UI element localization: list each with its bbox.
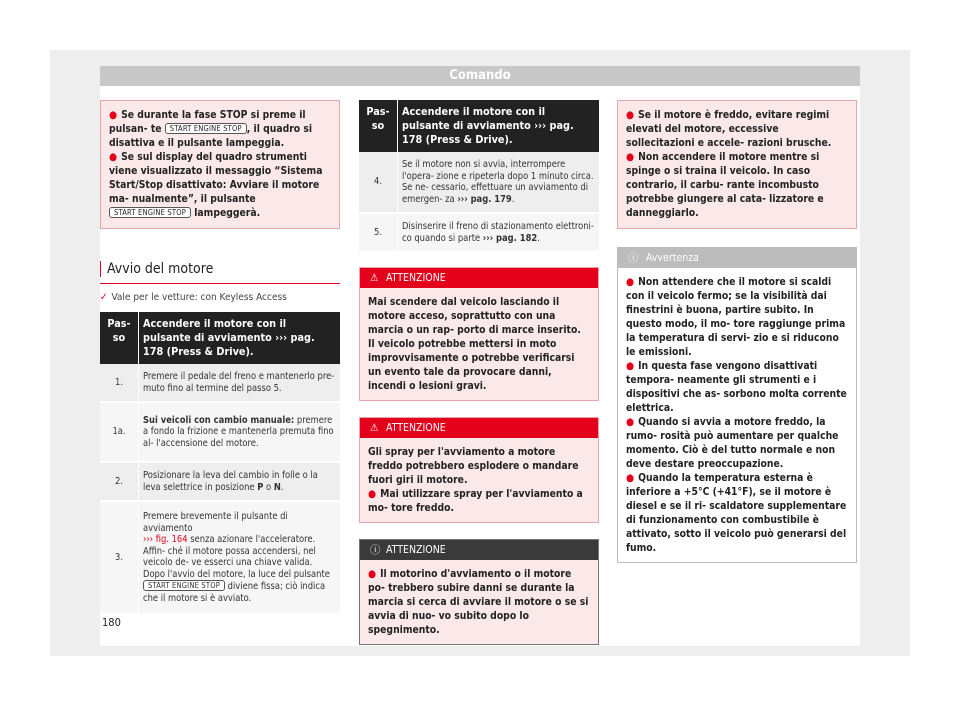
warning-box	[359, 417, 599, 523]
page-link[interactable]: ››› pag. 179	[457, 193, 512, 205]
warning-box	[359, 267, 599, 401]
bullet-icon: ●	[626, 151, 635, 163]
start-engine-stop-key: START ENGINE STOP	[143, 580, 225, 591]
figure-link[interactable]: ››› fig. 164	[143, 534, 188, 545]
steps-table	[100, 312, 340, 615]
column-3	[617, 100, 857, 563]
bullet-icon: ●	[109, 151, 118, 163]
advice-box	[617, 247, 857, 563]
info-bullet: ● Se il motore è freddo, evitare regimi elevati del motore, eccessive sollecitazioni e accele- razioni brusche.	[626, 109, 832, 149]
table-row: 2. Posizionare la leva del cambio in folle o la leva selettrice in posizione P o N.	[100, 462, 340, 501]
bullet-icon: ●	[109, 109, 118, 121]
warning-bullet: ● Mai utilizzare spray per l'avviamento a mo- tore freddo.	[368, 488, 583, 514]
advice-header: ⓘ Avvertenza	[618, 248, 856, 268]
steps-table-continued	[359, 100, 599, 253]
section-title: Avvio del motore	[100, 261, 340, 277]
column-1	[100, 100, 340, 615]
warning-triangle-icon: ⚠	[370, 422, 379, 434]
page-number: 180	[102, 616, 121, 629]
info-box	[617, 100, 857, 229]
bullet-icon: ●	[626, 109, 635, 121]
table-header-title: Accendere il motore con il pulsante di avviamento ››› pag. 178 (Press & Drive).	[139, 312, 341, 364]
bullet-icon: ●	[626, 472, 635, 484]
advice-item: ● Quando la temperatura esterna è inferiore a +5°C (+41°F), se il motore è diesel e se il ri- scaldatore supplementare di funzionamento con combustibile è attivato, sotto il veicolo può generarsi del fumo.	[626, 472, 847, 554]
bullet-icon: ●	[626, 360, 635, 372]
page-link[interactable]: ››› pag. 182	[482, 232, 538, 244]
warning-text: Gli spray per l'avviamento a motore freddo potrebbero esplodere o mandare fuori giri il motore.	[368, 446, 579, 486]
table-row: 5. Disinserire il freno di stazionamento elettroni- co quando si parte ››› pag. 182.	[359, 213, 599, 252]
advice-item: ● Quando si avvia a motore freddo, la rumo- rosità può aumentare per qualche momento. Ciò è del tutto normale e non deve destare preoccupazione.	[626, 416, 839, 470]
bullet-icon: ●	[626, 276, 635, 288]
info-box	[100, 100, 340, 229]
section-note: ✓ Vale per le vetture: con Keyless Access	[100, 292, 287, 303]
table-row: 3. Premere brevemente il pulsante di avviamento ››› fig. 164 senza azionare l'acceleratore. Affin- ché il motore possa accendersi, nel veicolo de- ve esserci una chiave valida. Dopo l'avvio del motore, la luce del pulsante START ENGINE STOP diviene fissa; ciò indica che il motore si è avviato.	[100, 501, 340, 614]
warning-header: ⚠ ATTENZIONE	[360, 418, 598, 438]
column-2	[359, 100, 599, 645]
section-divider	[100, 283, 340, 284]
info-bullet: ● Se sul display del quadro strumenti viene visualizzato il messaggio “Sistema Start/Stop disattivato: Avviare il motore ma- nualmente”, il pulsante START ENGINE STOP lampeggerà.	[109, 151, 323, 219]
info-icon: ⓘ	[628, 252, 639, 264]
advice-item: ● In questa fase vengono disattivati tempora- neamente gli strumenti e i dispositivi che as- sorbono molta corrente elettrica.	[626, 360, 847, 414]
warning-text: Mai scendere dal veicolo lasciando il motore acceso, soprattutto con una marcia o un rap- porto di marce inserito. Il veicolo potrebbe mettersi in moto improvvisamente o potrebbe verificarsi un evento tale da provocare danni, incendi o lesioni gravi.	[360, 288, 598, 400]
start-engine-stop-key: START ENGINE STOP	[109, 207, 191, 218]
info-bullet: ● Se durante la fase STOP si preme il pulsan- te START ENGINE STOP , il quadro si disattiva e il pulsante lampeggia.	[109, 109, 313, 149]
table-header-step: Pas- so	[359, 100, 398, 152]
caution-box	[359, 539, 599, 645]
bullet-icon: ●	[626, 416, 635, 428]
table-row: 4. Se il motore non si avvia, interrompere l'opera- zione e ripeterla dopo 1 minuto circa. Se ne- cessario, effettuare un avviamento di emergen- za ››› pag. 179.	[359, 152, 599, 213]
table-header-title: Accendere il motore con il pulsante di avviamento ››› pag. 178 (Press & Drive).	[398, 100, 600, 152]
warning-triangle-icon: ⚠	[370, 272, 379, 284]
advice-item: ● Non attendere che il motore si scaldi con il veicolo fermo; se la visibilità dai finestrini è buona, partire subito. In questo modo, il mo- tore raggiunge prima la temperatura di servi- zio e si riducono le emissioni.	[626, 276, 846, 358]
check-icon: ✓	[100, 292, 108, 303]
caution-header: ⓘ ATTENZIONE	[360, 540, 598, 560]
table-row: 1. Premere il pedale del freno e mantenerlo pre- muto fino al termine del passo 5.	[100, 364, 340, 402]
page-header: Comando	[100, 66, 860, 86]
info-bullet: ● Non accendere il motore mentre si spinge o si traina il veicolo. In caso contrario, il carbu- rante incombusto potrebbe giungere al cata- lizzatore e danneggiarlo.	[626, 151, 824, 219]
start-engine-stop-key: START ENGINE STOP	[165, 123, 247, 134]
caution-circle-icon: ⓘ	[370, 544, 381, 556]
bullet-icon: ●	[368, 568, 377, 580]
table-row: 1a. Sui veicoli con cambio manuale: premere a fondo la frizione e mantenerla premuta fino al- l'accensione del motore.	[100, 402, 340, 462]
bullet-icon: ●	[368, 488, 377, 500]
warning-header: ⚠ ATTENZIONE	[360, 268, 598, 288]
caution-bullet: ● Il motorino d'avviamento o il motore po- trebbero subire danni se durante la marcia si cerca di avviare il motore o se si avvia di nuo- vo subito dopo lo spegnimento.	[368, 568, 589, 636]
table-header-step: Pas- so	[100, 312, 139, 364]
